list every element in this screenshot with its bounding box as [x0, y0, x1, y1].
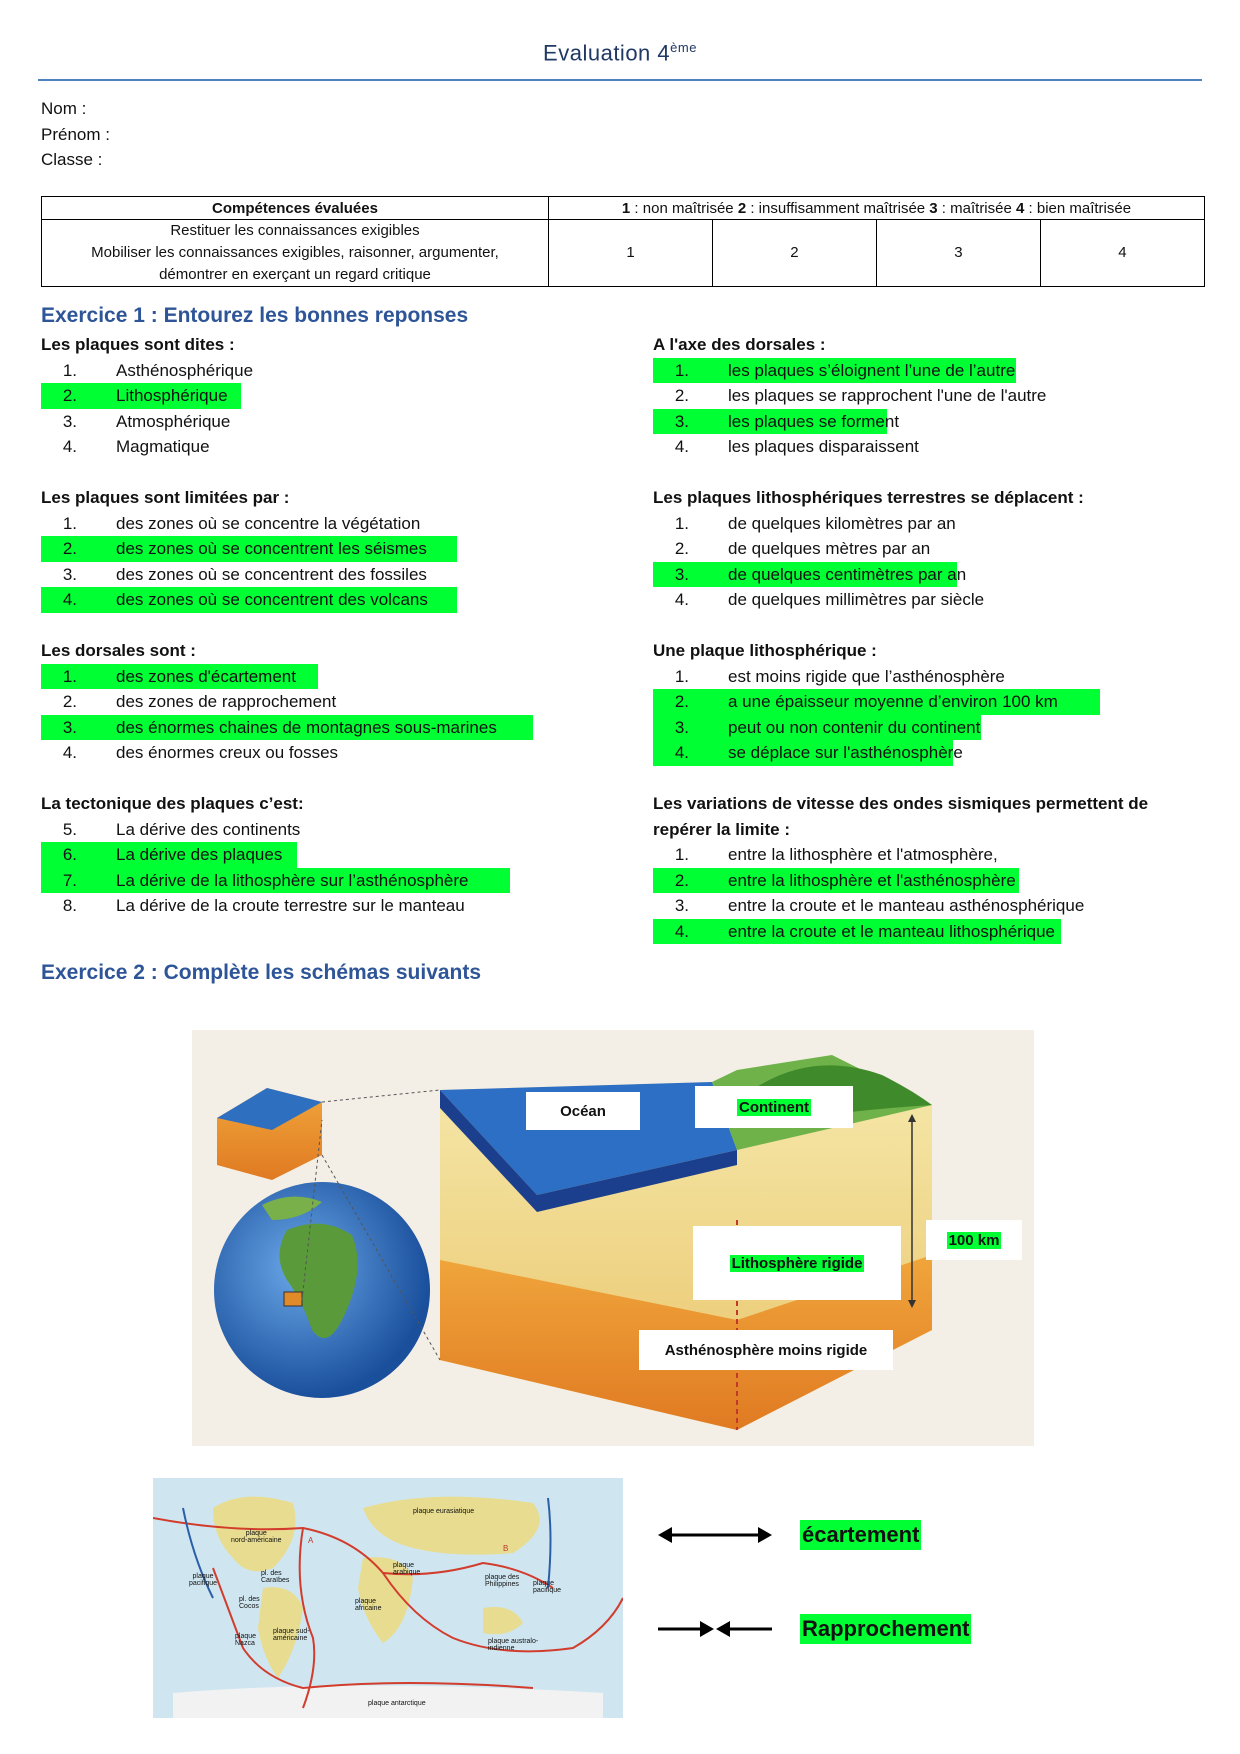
- ocean-label: Océan: [526, 1092, 640, 1130]
- map-label-africaine: plaque africaine: [355, 1598, 382, 1612]
- legend-divergent-label: écartement: [800, 1520, 921, 1550]
- divergent-arrow-icon: [656, 1522, 774, 1548]
- map-label-eurasiatique: plaque eurasiatique: [413, 1508, 475, 1515]
- answer-option-correct[interactable]: 2. des zones où se concentrent les séismes: [41, 536, 457, 562]
- question-title: A l'axe des dorsales :: [653, 335, 826, 354]
- level-4-cell[interactable]: 4: [1040, 220, 1204, 287]
- level-3-cell[interactable]: 3: [876, 220, 1040, 287]
- question-title: Les dorsales sont :: [41, 641, 196, 660]
- answer-option[interactable]: 1. de quelques kilomètres par an: [674, 513, 956, 533]
- answer-option[interactable]: 4. de quelques millimètres par siècle: [674, 590, 985, 609]
- exercise1-right-column: [653, 332, 1213, 944]
- question-title: Les plaques lithosphériques terrestres se déplacent :: [653, 488, 1084, 507]
- student-identity: [41, 96, 110, 173]
- question-title: Une plaque lithosphérique :: [653, 641, 877, 660]
- map-label-nazca: plaque Nazca: [235, 1633, 257, 1647]
- nom-label: Nom :: [41, 99, 87, 118]
- map-label-antarctique: plaque antarctique: [368, 1700, 426, 1707]
- answer-option-correct[interactable]: 3. des énormes chaines de montagnes sous-marines: [41, 715, 533, 741]
- map-marker-b: B: [503, 1544, 509, 1553]
- answer-option-correct[interactable]: 1. les plaques s’éloignent l’une de l’autre: [653, 358, 1016, 384]
- answer-option[interactable]: 3. entre la croute et le manteau asthénosphérique: [674, 896, 1085, 915]
- convergent-arrow-icon: [656, 1616, 774, 1642]
- competences-table: [41, 196, 1205, 287]
- answer-option-correct[interactable]: 3. peut ou non contenir du continent: [653, 715, 981, 741]
- map-label-arabique: plaque arabique: [393, 1562, 421, 1576]
- answer-option[interactable]: 2. des zones de rapprochement: [62, 692, 337, 711]
- question-title: Les variations de vitesse des ondes sismiques permettent de repérer la limite :: [653, 794, 1149, 839]
- answer-option[interactable]: 4. les plaques disparaissent: [674, 437, 919, 456]
- answer-option-correct[interactable]: 4. entre la croute et le manteau lithosphérique: [653, 919, 1061, 945]
- answer-option-correct[interactable]: 3. les plaques se forment: [653, 409, 887, 435]
- map-marker-a: A: [308, 1536, 314, 1545]
- answer-option[interactable]: 2. les plaques se rapprochent l'une de l'autre: [674, 386, 1047, 405]
- answer-option[interactable]: 3. des zones où se concentrent des fossiles: [62, 564, 427, 584]
- page-title: Evaluation 4ème: [543, 40, 697, 66]
- answer-option-correct[interactable]: 6. La dérive des plaques: [41, 842, 297, 868]
- answer-option[interactable]: 1. Asthénosphérique: [62, 360, 254, 380]
- answer-option-correct[interactable]: 4. se déplace sur l'asthénosphère: [653, 740, 953, 766]
- exercise2-title: Exercice 2 : Complète les schémas suivants: [41, 961, 482, 984]
- prenom-label: Prénom :: [41, 124, 110, 144]
- tectonic-plates-map: [153, 1478, 623, 1718]
- answer-option-correct[interactable]: 2. entre la lithosphère et l'asthénosphère: [653, 868, 1019, 894]
- level-2-cell[interactable]: 2: [712, 220, 876, 287]
- map-label-caraibes: pl. des Caraïbes: [261, 1570, 290, 1584]
- answer-option[interactable]: 1. des zones où se concentre la végétation: [62, 513, 421, 533]
- answer-option[interactable]: 4. Magmatique: [62, 437, 210, 456]
- map-label-pacifique-est: plaque pacifique: [533, 1580, 562, 1594]
- title-divider: [38, 79, 1202, 81]
- competence-description: Restituer les connaissances exigibles Mobiliser les connaissances exigibles, raisonner, argumenter, démontrer en exerçant un regard critique: [42, 220, 549, 287]
- map-label-nord-americaine: plaque nord-américaine: [231, 1530, 282, 1544]
- answer-option[interactable]: 3. Atmosphérique: [62, 411, 231, 431]
- question-title: La tectonique des plaques c’est:: [41, 794, 304, 813]
- competences-header: Compétences évaluées: [42, 197, 549, 220]
- level-1-cell[interactable]: 1: [549, 220, 713, 287]
- answer-option-correct[interactable]: 2. Lithosphérique: [41, 383, 241, 409]
- answer-option[interactable]: 4. des énormes creux ou fosses: [62, 743, 339, 762]
- continent-label: Continent: [695, 1086, 853, 1128]
- question-title: Les plaques sont dites :: [41, 335, 235, 354]
- thickness-label: 100 km: [926, 1220, 1022, 1260]
- lithosphere-label: Lithosphère rigide: [693, 1226, 901, 1300]
- asthenosphere-label: Asthénosphère moins rigide: [639, 1330, 893, 1370]
- answer-option[interactable]: 5. La dérive des continents: [62, 819, 301, 839]
- answer-option[interactable]: 8. La dérive de la croute terrestre sur le manteau: [62, 896, 465, 915]
- exercise1-left-column: [41, 332, 541, 919]
- answer-option-correct[interactable]: 1. des zones d'écartement: [41, 664, 318, 690]
- question-title: Les plaques sont limitées par :: [41, 488, 290, 507]
- classe-label: Classe :: [41, 150, 103, 169]
- map-label-australo-indienne: plaque australo-indienne: [488, 1638, 539, 1652]
- answer-option[interactable]: 1. est moins rigide que l’asthénosphère: [674, 666, 1005, 686]
- map-label-pacifique: plaque pacifique: [189, 1573, 218, 1587]
- answer-option[interactable]: 1. entre la lithosphère et l'atmosphère,: [674, 845, 998, 864]
- answer-option-correct[interactable]: 4. des zones où se concentrent des volcans: [41, 587, 457, 613]
- answer-option-correct[interactable]: 3. de quelques centimètres par an: [653, 562, 957, 588]
- map-label-sud-americaine: plaque sud-américaine: [273, 1628, 310, 1642]
- answer-option[interactable]: 2. de quelques mètres par an: [674, 539, 931, 558]
- map-label-cocos: pl. des Cocos: [239, 1596, 260, 1610]
- answer-option-correct[interactable]: 2. a une épaisseur moyenne d’environ 100 km: [653, 689, 1100, 715]
- lithosphere-block-diagram: [192, 1030, 1034, 1446]
- exercise1-title: Exercice 1 : Entourez les bonnes reponses: [41, 304, 469, 327]
- answer-option-correct[interactable]: 7. La dérive de la lithosphère sur l’asthénosphère: [41, 868, 510, 894]
- map-label-philippines: plaque des Philippines: [485, 1574, 520, 1588]
- scale-legend: 1 : non maîtrisée 2 : insuffisamment maîtrisée 3 : maîtrisée 4 : bien maîtrisée: [549, 197, 1205, 220]
- legend-convergent-label: Rapprochement: [800, 1614, 971, 1644]
